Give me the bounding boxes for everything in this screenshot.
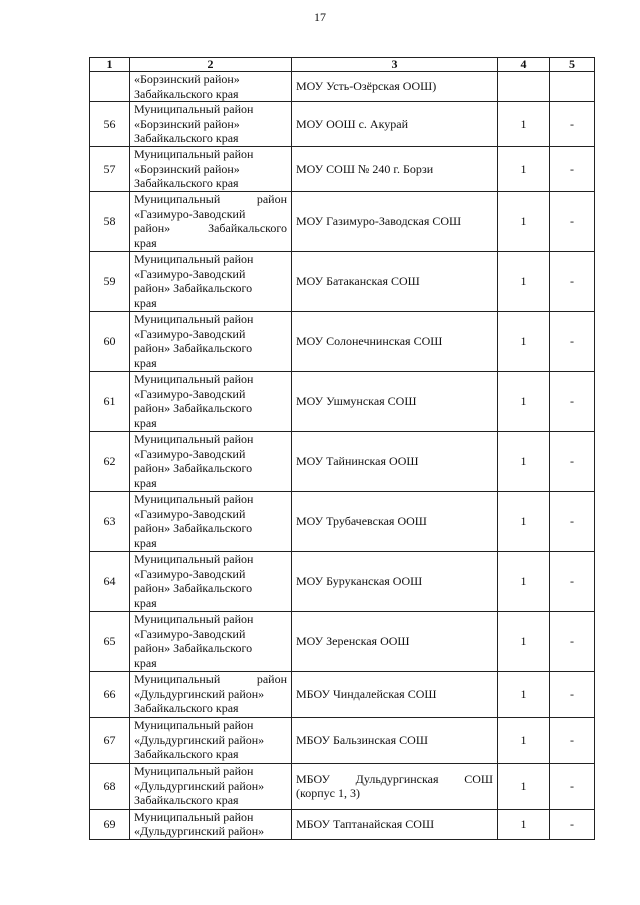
dash-cell: - [550, 809, 595, 839]
district-line: район» Забайкальского [134, 521, 253, 535]
school-line: МОУ Буруканская ООШ [296, 573, 423, 588]
district-line: Муниципальный район [134, 809, 254, 824]
district-line: края [134, 235, 157, 250]
school-cell [292, 147, 498, 192]
count-cell: 1 [498, 551, 550, 611]
school-cell [292, 431, 498, 491]
row-number: 64 [90, 551, 130, 611]
school-line: МОУ Зеренская ООШ [296, 633, 410, 648]
district-line: Муниципальный район [134, 252, 254, 266]
school-line: (корпус 1, 3) [296, 786, 360, 800]
district-line: Муниципальный район [134, 192, 287, 206]
district-line: «Борзинский район» [134, 116, 240, 131]
district-cell [130, 72, 292, 102]
table-row [90, 72, 595, 102]
row-number: 66 [90, 671, 130, 717]
row-number: 60 [90, 311, 130, 371]
table-row [90, 809, 595, 839]
table-row [90, 191, 595, 251]
table-row [90, 671, 595, 717]
district-line: «Газимуро-Заводский [134, 206, 246, 221]
dash-cell: - [550, 717, 595, 763]
district-line: края [134, 415, 157, 430]
dash-cell: - [550, 611, 595, 671]
school-cell [292, 809, 498, 839]
row-number: 61 [90, 371, 130, 431]
table-row [90, 551, 595, 611]
district-line: Муниципальный район [134, 147, 254, 161]
dash-cell: - [550, 431, 595, 491]
school-line: МБОУ Бальзинская СОШ [296, 732, 428, 747]
dash-cell: - [550, 251, 595, 311]
district-line: Муниципальный район [134, 102, 254, 117]
school-line: МОУ Трубачевская ООШ [296, 513, 427, 528]
column-header-3: 3 [292, 58, 498, 72]
row-number: 57 [90, 147, 130, 192]
row-number: 65 [90, 611, 130, 671]
school-cell [292, 191, 498, 251]
school-cell [292, 611, 498, 671]
row-number: 67 [90, 717, 130, 763]
district-line: Забайкальского края [134, 701, 239, 716]
district-line: Муниципальный район [134, 432, 254, 446]
district-cell [130, 371, 292, 431]
table-row [90, 251, 595, 311]
dash-cell: - [550, 491, 595, 551]
school-line: МБОУ Дульдургинская СОШ [296, 771, 493, 786]
district-line: район» Забайкальского [134, 401, 253, 415]
district-line: «Газимуро-Заводский [134, 386, 246, 401]
row-number: 62 [90, 431, 130, 491]
schools-table [89, 57, 595, 840]
district-line: Муниципальный район [134, 672, 287, 687]
district-cell [130, 491, 292, 551]
row-number: 56 [90, 102, 130, 147]
district-line: «Дульдургинский район» [134, 732, 265, 747]
count-cell: 1 [498, 671, 550, 717]
district-line: Муниципальный район [134, 718, 254, 733]
district-line: «Борзинский район» [134, 161, 240, 176]
district-line: Забайкальского края [134, 131, 239, 146]
dash-cell: - [550, 311, 595, 371]
district-cell [130, 717, 292, 763]
school-line: МБОУ Чиндалейская СОШ [296, 686, 437, 701]
district-line: район» Забайкальского [134, 221, 287, 235]
district-line: «Газимуро-Заводский [134, 266, 246, 281]
count-cell: 1 [498, 311, 550, 371]
district-cell [130, 102, 292, 147]
school-cell [292, 251, 498, 311]
district-line: Забайкальского края [134, 86, 239, 101]
count-cell: 1 [498, 491, 550, 551]
school-line: МОУ Ушмунская СОШ [296, 393, 417, 408]
school-line: МОУ Батаканская СОШ [296, 273, 420, 288]
school-cell [292, 72, 498, 102]
district-cell [130, 191, 292, 251]
district-cell [130, 147, 292, 192]
district-line: края [134, 475, 157, 490]
dash-cell: - [550, 191, 595, 251]
row-number: 58 [90, 191, 130, 251]
school-line: МОУ СОШ № 240 г. Борзи [296, 161, 434, 176]
dash-cell: - [550, 671, 595, 717]
district-line: «Дульдургинский район» [134, 778, 265, 793]
district-line: район» Забайкальского [134, 581, 253, 595]
district-cell [130, 251, 292, 311]
count-cell: 1 [498, 102, 550, 147]
dash-cell: - [550, 102, 595, 147]
district-line: Забайкальского края [134, 747, 239, 762]
count-cell: 1 [498, 431, 550, 491]
district-line: «Борзинский район» [134, 72, 240, 86]
district-line: Забайкальского края [134, 176, 239, 190]
column-header-5: 5 [550, 58, 595, 72]
page-number: 17 [314, 10, 326, 24]
count-cell [498, 72, 550, 102]
district-line: Муниципальный район [134, 492, 254, 506]
count-cell: 1 [498, 147, 550, 192]
district-line: «Дульдургинский район» [134, 824, 265, 838]
dash-cell [550, 72, 595, 102]
district-line: Забайкальского края [134, 793, 239, 808]
district-cell [130, 311, 292, 371]
district-line: район» Забайкальского [134, 641, 253, 655]
table-row [90, 147, 595, 192]
count-cell: 1 [498, 191, 550, 251]
district-line: «Газимуро-Заводский [134, 506, 246, 521]
district-cell [130, 809, 292, 839]
district-line: «Дульдургинский район» [134, 686, 265, 701]
row-number: 59 [90, 251, 130, 311]
row-number: 68 [90, 763, 130, 809]
count-cell: 1 [498, 371, 550, 431]
table-row [90, 717, 595, 763]
district-line: Муниципальный район [134, 612, 254, 626]
district-line: район» Забайкальского [134, 341, 253, 355]
table-row [90, 102, 595, 147]
table-row [90, 763, 595, 809]
district-line: «Газимуро-Заводский [134, 566, 246, 581]
district-line: «Газимуро-Заводский [134, 326, 246, 341]
dash-cell: - [550, 763, 595, 809]
table-row [90, 431, 595, 491]
school-cell [292, 763, 498, 809]
school-line: МБОУ Таптанайская СОШ [296, 816, 435, 831]
table-header-row [90, 58, 595, 72]
row-number: 69 [90, 809, 130, 839]
dash-cell: - [550, 147, 595, 192]
table-row [90, 371, 595, 431]
school-cell [292, 551, 498, 611]
school-line: МОУ Газимуро-Заводская СОШ [296, 213, 462, 228]
district-line: район» Забайкальского [134, 461, 253, 475]
table-row [90, 611, 595, 671]
dash-cell: - [550, 371, 595, 431]
school-line: МОУ Усть-Озёрская ООШ) [296, 79, 437, 94]
district-cell [130, 551, 292, 611]
dash-cell: - [550, 551, 595, 611]
school-cell [292, 371, 498, 431]
district-line: район» Забайкальского [134, 281, 253, 295]
district-line: Муниципальный район [134, 312, 254, 326]
district-line: края [134, 655, 157, 670]
count-cell: 1 [498, 809, 550, 839]
school-line: МОУ Солонечнинская СОШ [296, 333, 443, 348]
table-row [90, 311, 595, 371]
school-cell [292, 311, 498, 371]
district-line: Муниципальный район [134, 552, 254, 566]
school-cell [292, 491, 498, 551]
district-line: края [134, 535, 157, 550]
table-row [90, 491, 595, 551]
column-header-4: 4 [498, 58, 550, 72]
school-line: МОУ Тайнинская ООШ [296, 453, 419, 468]
district-cell [130, 611, 292, 671]
district-cell [130, 763, 292, 809]
row-number: 63 [90, 491, 130, 551]
count-cell: 1 [498, 763, 550, 809]
row-number [90, 72, 130, 102]
district-cell [130, 671, 292, 717]
district-line: края [134, 355, 157, 370]
district-line: Муниципальный район [134, 372, 254, 386]
column-header-1: 1 [90, 58, 130, 72]
district-cell [130, 431, 292, 491]
district-line: края [134, 295, 157, 310]
count-cell: 1 [498, 717, 550, 763]
school-line: МОУ ООШ с. Акурай [296, 116, 408, 131]
district-line: края [134, 595, 157, 610]
district-line: «Газимуро-Заводский [134, 626, 246, 641]
count-cell: 1 [498, 251, 550, 311]
school-cell [292, 671, 498, 717]
school-cell [292, 717, 498, 763]
table-body [90, 72, 595, 840]
count-cell: 1 [498, 611, 550, 671]
district-line: Муниципальный район [134, 764, 254, 779]
column-header-2: 2 [130, 58, 292, 72]
school-cell [292, 102, 498, 147]
district-line: «Газимуро-Заводский [134, 446, 246, 461]
